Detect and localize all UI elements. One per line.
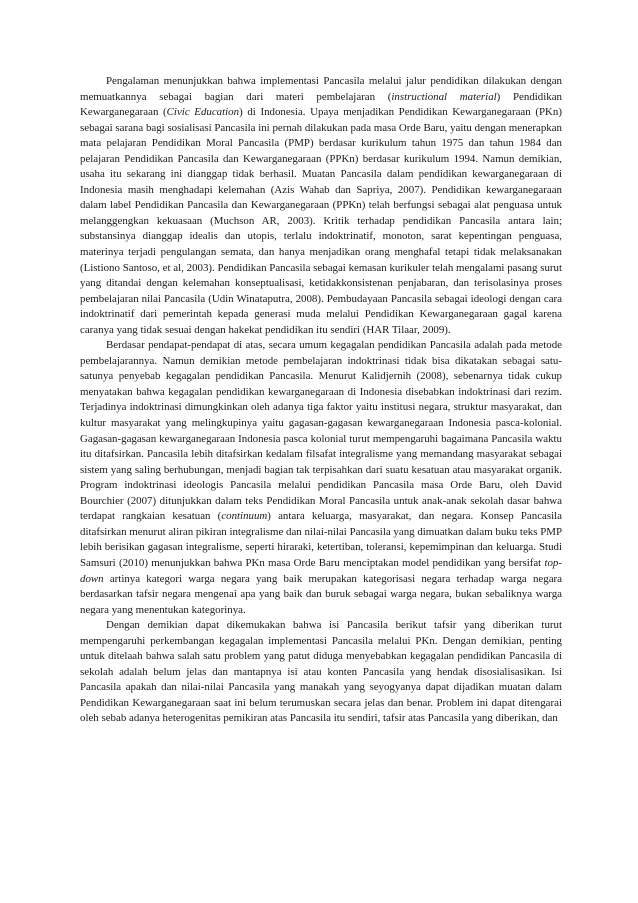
text-run: Pengalaman menunjukkan bahwa implementasi Pancasila melalui jalur pendidikan dilakukan dengan memuatkannya sebagai bagian dari materi pembelajaran ( xyxy=(80,75,562,103)
text-run: Dengan demikian dapat dikemukakan bahwa isi Pancasila berikut tafsir yang diberikan turut mempengaruhi perkembangan kegagalan implementasi Pancasila melalui PKn. Dengan demikian, penting untuk ditelaah bahwa salah satu problem yang patut diduga menyebabkan kegagalan pendidikan Pancasila di sekolah adalah belum jelas dan mantapnya isi atau konten Pancasila yang hendak disosialisasikan. Isi Pancasila apakah dan nilai-nilai Pancasila yang manakah yang seyogyanya dapat dijadikan muatan dalam Pendidikan Kewarganegaraan saat ini belum terumuskan secara jelas dan benar. Problem ini dapat ditengarai oleh sebab adanya heterogenitas pemikiran atas Pancasila itu sendiri, tafsir atas Pancasila yang diberikan, dan xyxy=(80,619,562,725)
text-run: Berdasar pendapat-pendapat di atas, secara umum kegagalan pendidikan Pancasila adalah pada metode pembelajarannya. Namun demikian metode pembelajaran indoktrinasi tidak bisa dikatakan sebagai satu-satunya penyebab kegagalan pendidikan Pancasila. Menurut Kalidjernih (2008), sebenarnya tidak cukup menyatakan bahwa kegagalan pendidikan kewarganegaraan di Indonesia disebabkan indoktrinasi dari rezim. Terjadinya indoktrinasi dimungkinkan oleh adanya tiga faktor yaitu institusi negara, struktur masyarakat, dan kultur masyarakat yang melingkupinya yaitu gagasan-gagasan kewarganegaraan Indonesia pasca-kolonial. Gagasan-gagasan kewarganegaraan Indonesia pasca kolonial turut mempengaruhi bagaimana Pancasila waktu itu ditafsirkan. Pancasila lebih ditafsirkan kedalam filsafat integralisme yang memandang masyarakat sebagai sistem yang saling berhubungan, menjadi bagian tak terpisahkan dari suatu kesatuan atau masyarakat organik. Program indoktrinasi ideologis Pancasila melalui pendidikan Pancasila masa Orde Baru, oleh David Bourchier (2007) ditunjukkan dalam teks Pendidikan Moral Pancasila untuk anak-anak sekolah dasar bahwa terdapat rangkaian kesatuan ( xyxy=(80,339,562,523)
paragraph-2 xyxy=(80,338,562,618)
italic-term: top-down xyxy=(80,556,562,585)
italic-term: Civic Education xyxy=(166,106,240,119)
text-run: ) Pendidikan Kewarganegaraan ( xyxy=(80,90,562,119)
text-run: ) di Indonesia. Upaya menjadikan Pendidikan Kewarganegaraan (PKn) sebagai sarana bagi sosialisasi Pancasila ini pernah dilakukan pada masa Orde Baru, yaitu dengan menerapkan mata pelajaran Pendidikan Moral Pancasila (PMP) berdasar kurikulum tahun 1975 dan tahun 1984 dan pelajaran Pendidikan Pancasila dan Kewarganegaraan (PPKn) berdasar kurikulum 1994. Namun demikian, usaha itu sekarang ini dianggap tidak berhasil. Muatan Pancasila dalam pendidikan kewarganegaraan di Indonesia masih menghadapi kelemahan (Azis Wahab dan Sapriya, 2007). Pendidikan kewarganegaraan dalam label Pendidikan Pancasila dan Kewarganegaraan (PPKn) telah berfungsi sebagai alat penguasa untuk melanggengkan kekuasaan (Muchson AR, 2003). Kritik terhadap pendidikan Pancasila antara lain; substansinya dianggap idealis dan utopis, terlalu indoktrinatif, monoton, sarat kepentingan penguasa, materinya terjadi pengulangan semata, dan hanya menjadikan orang menghafal tetapi tidak melaksanakan (Listiono Santoso, et al, 2003). Pendidikan Pancasila sebagai kemasan kurikuler telah mengalami pasang surut yang ditandai dengan kelemahan konseptualisasi, ketidakkonsistenan penjabaran, dan terisolasinya proses pembelajaran nilai Pancasila (Udin Winataputra, 2008). Pembudayaan Pancasila sebagai ideologi dengan cara indoktrinatif dari pemerintah kepada generasi muda melalui Pendidikan Kewarganegaraan gagal karena caranya yang tidak sesuai dengan hakekat pendidikan itu sendiri (HAR Tilaar, 2009). xyxy=(80,106,562,336)
text-run: artinya kategori warga negara yang baik merupakan kategorisasi negara terhadap warga negara berdasarkan tafsir negara mengenai apa yang baik dan buruk sebagai warga negara, bukan sebaliknya warga negara yang menentukan kategorinya. xyxy=(80,572,562,616)
paragraph-3 xyxy=(80,618,562,727)
italic-term: continuum xyxy=(221,510,268,523)
document-body xyxy=(80,74,562,727)
paragraph-1 xyxy=(80,74,562,338)
text-run: ) antara keluarga, masyarakat, dan negara. Konsep Pancasila ditafsirkan menurut aliran pikiran integralisme dan nilai-nilai Pancasila yang dimuatkan dalam buku teks PMP lebih berisikan gagasan integralisme, seperti hiraraki, ketertiban, toleransi, kepemimpinan dan keluarga. Studi Samsuri (2010) menunjukkan bahwa PKn masa Orde Baru menciptakan model pendidikan yang bersifat xyxy=(80,510,562,569)
italic-term: instructional material xyxy=(391,90,497,103)
